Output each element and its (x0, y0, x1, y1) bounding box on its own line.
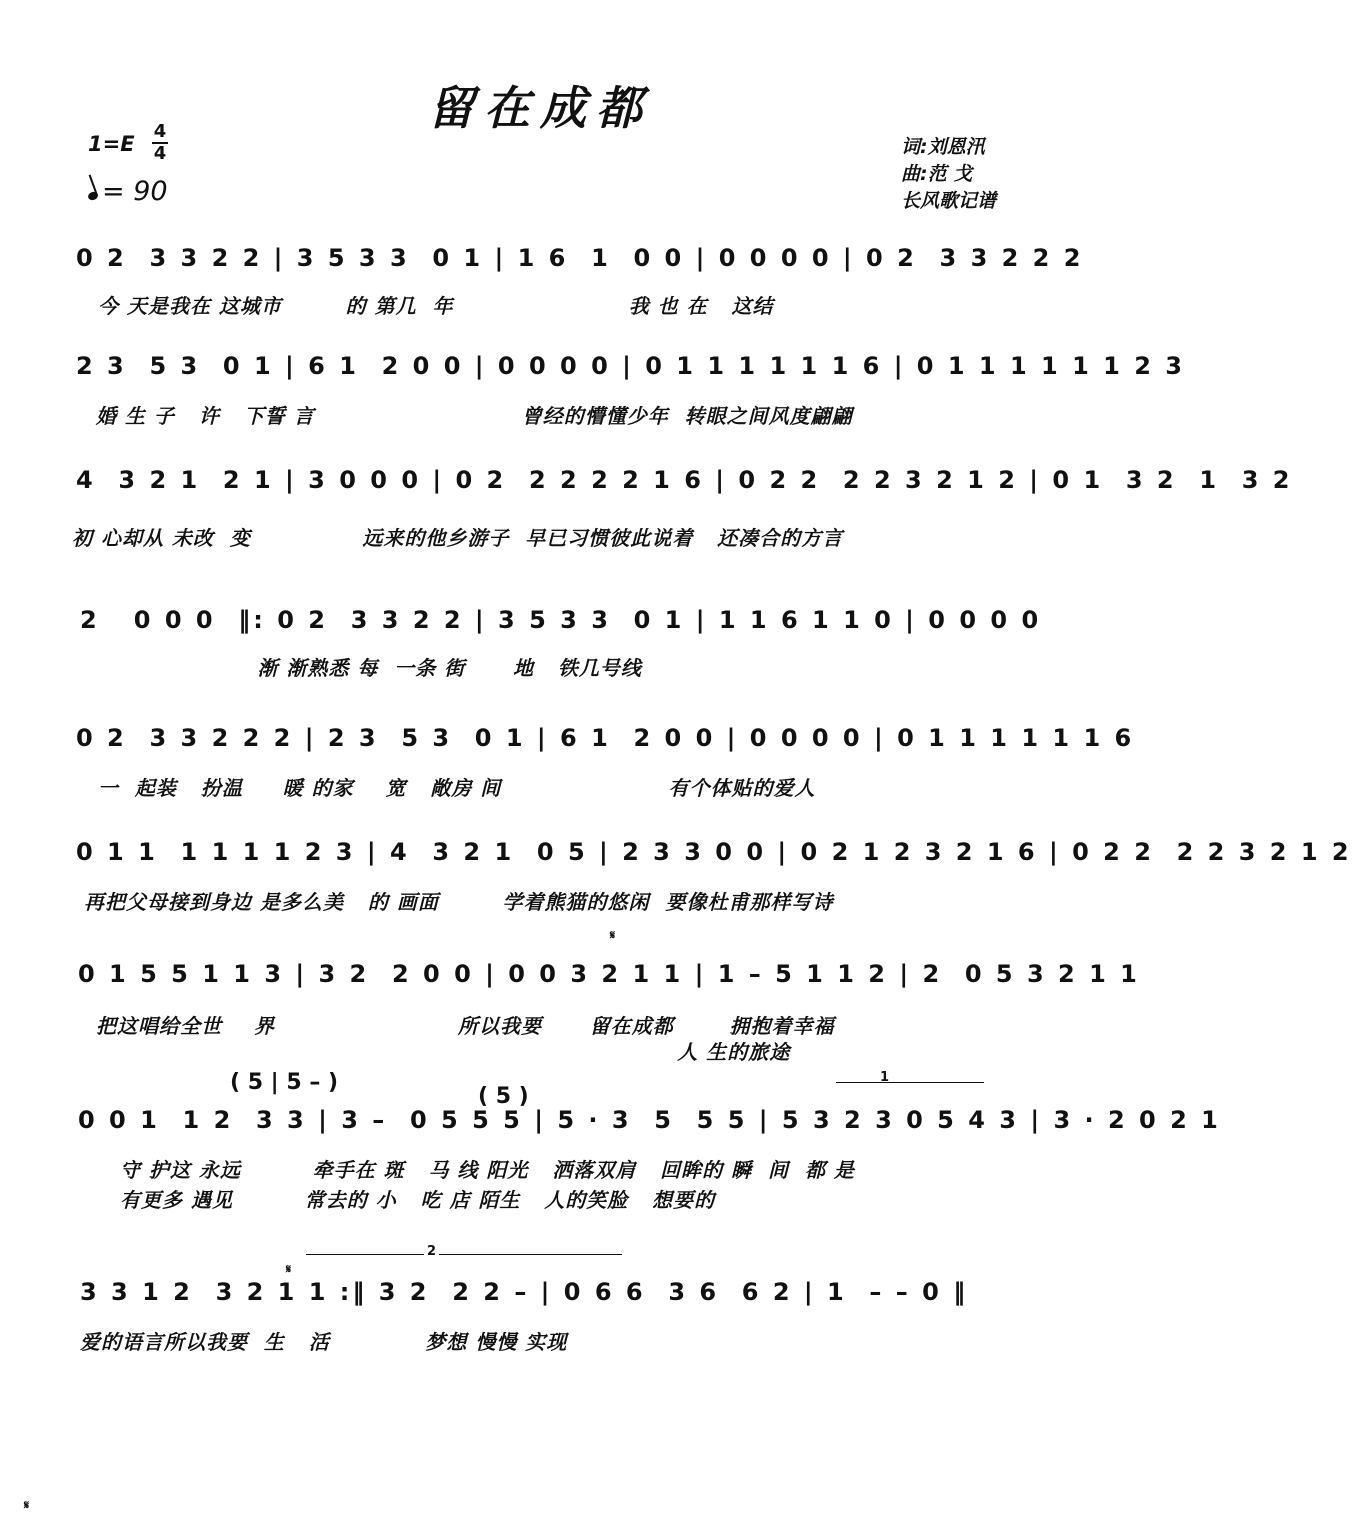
lyrics-row-4: 渐 渐熟悉 每 一条 街 地 铁几号线 (138, 656, 642, 680)
first-ending-bracket (836, 1082, 984, 1083)
song-title: 留在成都 (428, 81, 652, 135)
lyrics-row-5: 一 起装 扮温 暖 的家 宽 敞房 间 有个体贴的爱人 (98, 776, 816, 800)
key-signature: 1=E (88, 132, 135, 156)
lyrics-row-7a: 把这唱给全世 界 所以我要 留在成都 拥抱着幸福 (96, 1014, 835, 1038)
tempo-marking (88, 176, 168, 207)
segno-mark-2: 𝄋 (286, 1262, 292, 1276)
second-ending-number: 2 (424, 1244, 439, 1259)
credits (901, 134, 996, 215)
time-top: 4 (153, 121, 167, 142)
notation-row-3: 4 3 2 1 2 1 | 3 0 0 0 | 0 2 2 2 2 2 1 6 | 0 2 2 2 2 3 2 1 2 | 0 1 3 2 1 3 2 (76, 466, 1293, 494)
lyrics-row-9: 爱的语言所以我要 生 活 梦想 慢慢 实现 (80, 1330, 568, 1354)
notation-row-4: 2 0 0 0 ‖: 0 2 3 3 2 2 | 3 5 3 3 0 1 | 1 1 6 1 1 0 | 0 0 0 0 (80, 606, 1042, 634)
notation-row-6: 0 1 1 1 1 1 1 2 3 | 4 3 2 1 0 5 | 2 3 3 0 0 | 0 2 1 2 3 2 1 6 | 0 2 2 2 2 3 2 1 2 (76, 838, 1352, 866)
time-bottom: 4 (153, 143, 167, 164)
lyrics-row-8a: 守 护这 永远 牵手在 斑 马 线 阳光 洒落双肩 回眸的 瞬 间 都 是 (120, 1158, 855, 1182)
composer: 曲:范 戈 (900, 163, 973, 185)
notation-row-8: 0 0 1 1 2 3 3 | 3 – 0 5 5 5 | 5 · 3 5 5 5 | 5 3 2 3 0 5 4 3 | 3 · 2 0 2 1 (78, 1106, 1221, 1134)
notation-row-1: 0 2 3 3 2 2 | 3 5 3 3 0 1 | 1 6 1 0 0 | 0 0 0 0 | 0 2 3 3 2 2 2 (76, 244, 1084, 272)
quarter-note-icon (87, 191, 99, 202)
notation-row-2: 2 3 5 3 0 1 | 6 1 2 0 0 | 0 0 0 0 | 0 1 1 1 1 1 1 6 | 0 1 1 1 1 1 1 2 3 (76, 352, 1185, 380)
notation-row-7: 0 1 5 5 1 1 3 | 3 2 2 0 0 | 0 0 3 2 1 1 | 1 – 5 1 1 2 | 2 0 5 3 2 1 1 (78, 960, 1140, 988)
lyrics-row-6: 再把父母接到身边 是多么美 的 画面 学着熊猫的悠闲 要像杜甫那样写诗 (84, 890, 834, 914)
lyrics-row-3: 初 心却从 未改 变 远来的他乡游子 早已习惯彼此说着 还凑合的方言 (72, 526, 844, 550)
transcriber: 长风歌记谱 (900, 190, 996, 212)
lyrics-row-1: 今 天是我在 这城市 的 第几 年 我 也 在 这结 (98, 294, 774, 318)
first-ending-number: 1 (880, 1070, 890, 1085)
time-signature (152, 122, 168, 164)
ossia-notes-1: ( 5 | 5 – ) (230, 1070, 339, 1095)
lyrics-row-8b: 有更多 遇见 常去的 小 吃 店 陌生 人的笑脸 想要的 (120, 1188, 716, 1212)
lyrics-row-7b: 人 生的旅途 (96, 1040, 791, 1064)
segno-mark-corner: 𝄋 (24, 1498, 30, 1512)
second-ending-bracket (306, 1254, 622, 1255)
lyrics-row-2: 婚 生 子 许 下誓 言 曾经的懵懂少年 转眼之间风度翩翩 (96, 404, 853, 428)
tempo-value: = 90 (102, 176, 168, 207)
notation-row-5: 0 2 3 3 2 2 2 | 2 3 5 3 0 1 | 6 1 2 0 0 | 0 0 0 0 | 0 1 1 1 1 1 1 6 (76, 724, 1135, 752)
notation-row-9: 3 3 1 2 3 2 1 1 :‖ 3 2 2 2 – | 0 6 6 3 6 6 2 | 1 – – 0 ‖ (80, 1278, 969, 1306)
segno-mark-1: 𝄋 (610, 928, 616, 942)
ossia-notes-2: ( 5 ) (478, 1084, 529, 1109)
lyricist: 词:刘恩汛 (900, 136, 985, 158)
